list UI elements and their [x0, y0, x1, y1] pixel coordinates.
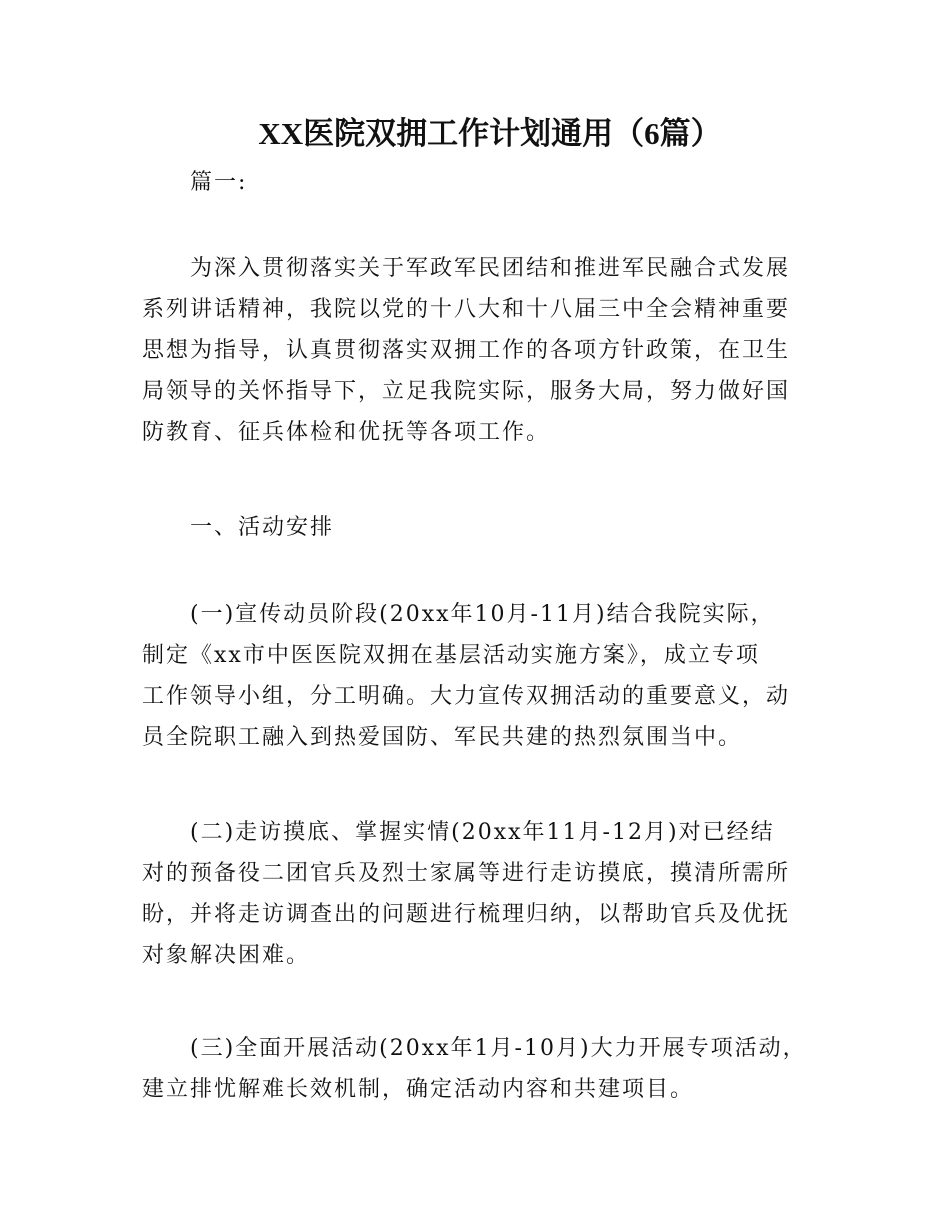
paragraph-line: (三)全面开展活动(20xx年1月-10月)大力开展专项活动， — [190, 1036, 807, 1061]
paragraph-line: (一)宣传动员阶段(20xx年10月-11月)结合我院实际， — [190, 602, 775, 627]
paragraph-line: 对象解决困难。 — [142, 943, 311, 968]
paragraph-line: 员全院职工融入到热爱国防、军民共建的热烈氛围当中。 — [142, 725, 743, 750]
paragraph-line: 建立排忧解难长效机制，确定活动内容和共建项目。 — [142, 1077, 695, 1102]
document-title: XX医院双拥工作计划通用（6篇） — [258, 116, 722, 151]
paragraph-line: 局领导的关怀指导下，立足我院实际，服务大局，努力做好国 — [142, 379, 791, 404]
paragraph-line: 对的预备役二团官兵及烈士家属等进行走访摸底，摸清所需所 — [142, 861, 791, 886]
paragraph-line: (二)走访摸底、掌握实情(20xx年11月-12月)对已经结 — [190, 820, 775, 845]
paragraph-line: 制定《xx市中医医院双拥在基层活动实施方案》，成立专项 — [142, 643, 760, 668]
paragraph-line: 为深入贯彻落实关于军政军民团结和推进军民融合式发展 — [190, 256, 791, 281]
section-label: 篇一: — [190, 170, 248, 195]
section-heading-activities: 一、活动安排 — [190, 515, 335, 540]
paragraph-line: 思想为指导，认真贯彻落实双拥工作的各项方针政策，在卫生 — [142, 338, 791, 363]
paragraph-line: 防教育、征兵体检和优抚等各项工作。 — [142, 420, 551, 445]
paragraph-line: 盼，并将走访调查出的问题进行梳理归纳，以帮助官兵及优抚 — [142, 902, 791, 927]
paragraph-line: 系列讲话精神，我院以党的十八大和十八届三中全会精神重要 — [142, 297, 791, 322]
paragraph-line: 工作领导小组，分工明确。大力宣传双拥活动的重要意义，动 — [142, 684, 791, 709]
